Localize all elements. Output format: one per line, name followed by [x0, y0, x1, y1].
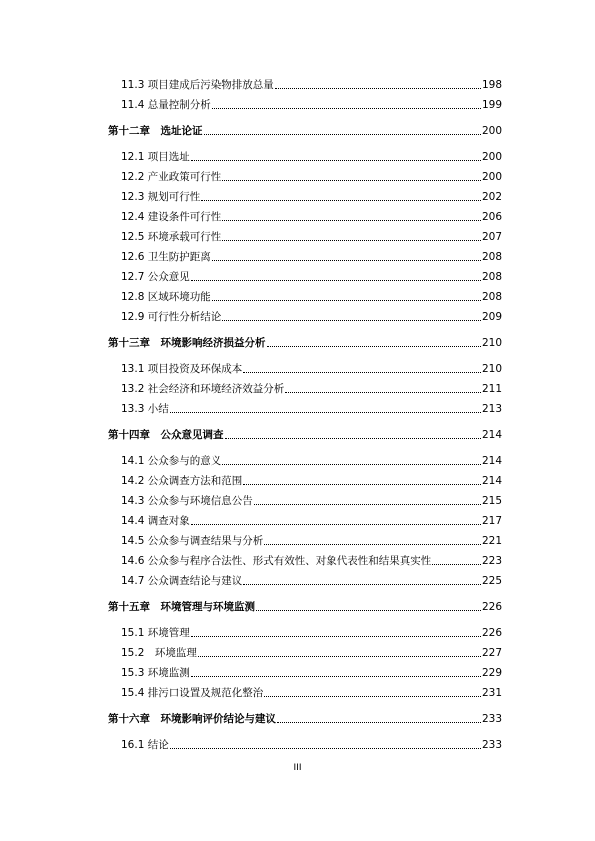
toc-entry-title: 第十六章 环境影响评价结论与建议	[108, 713, 276, 725]
toc-entry-page-number: 226	[481, 601, 502, 613]
toc-entry-title: 15.1 环境管理	[121, 627, 190, 639]
toc-entry-page-number: 209	[481, 311, 502, 323]
toc-entry-page-number: 225	[481, 575, 502, 587]
toc-section-entry[interactable]	[0, 492, 595, 508]
toc-entry-page-number: 221	[481, 535, 502, 547]
dot-leader	[222, 320, 481, 321]
dot-leader	[212, 260, 481, 261]
toc-entry-title: 12.7 公众意见	[121, 271, 190, 283]
dot-leader	[264, 696, 481, 697]
dot-leader	[264, 544, 481, 545]
toc-section-entry[interactable]	[0, 248, 595, 264]
dot-leader	[243, 484, 481, 485]
toc-entry-title: 13.3 小结	[121, 403, 169, 415]
toc-entry-title: 第十五章 环境管理与环境监测	[108, 601, 255, 613]
toc-chapter-entry[interactable]	[0, 122, 595, 138]
toc-entry-title: 14.1 公众参与的意义	[121, 455, 222, 467]
dot-leader	[225, 438, 481, 439]
dot-leader	[256, 610, 481, 611]
toc-chapter-entry[interactable]	[0, 426, 595, 442]
toc-section-entry[interactable]	[0, 308, 595, 324]
toc-entry-title: 第十四章 公众意见调查	[108, 429, 224, 441]
toc-section-entry[interactable]	[0, 532, 595, 548]
dot-leader	[222, 464, 481, 465]
toc-section-entry[interactable]	[0, 472, 595, 488]
toc-entry-page-number: 217	[481, 515, 502, 527]
toc-entry-page-number: 208	[481, 291, 502, 303]
toc-entry-title: 第十二章 选址论证	[108, 125, 203, 137]
dot-leader	[243, 584, 481, 585]
toc-entry-title: 12.1 项目选址	[121, 151, 190, 163]
toc-entry-title: 15.3 环境监测	[121, 667, 190, 679]
toc-section-entry[interactable]	[0, 400, 595, 416]
toc-entry-page-number: 214	[481, 429, 502, 441]
toc-section-entry[interactable]	[0, 288, 595, 304]
toc-entry-page-number: 214	[481, 455, 502, 467]
toc-entry-page-number: 207	[481, 231, 502, 243]
toc-section-entry[interactable]	[0, 380, 595, 396]
dot-leader	[222, 240, 481, 241]
dot-leader	[201, 200, 481, 201]
toc-entry-title: 15.2 环境监理	[121, 647, 197, 659]
toc-entry-page-number: 214	[481, 475, 502, 487]
dot-leader	[212, 300, 481, 301]
toc-entry-page-number: 210	[481, 363, 502, 375]
dot-leader	[277, 722, 481, 723]
toc-section-entry[interactable]	[0, 360, 595, 376]
toc-entry-page-number: 227	[481, 647, 502, 659]
toc-entry-title: 12.9 可行性分析结论	[121, 311, 222, 323]
toc-section-entry[interactable]	[0, 552, 595, 568]
page-number: III	[293, 763, 302, 773]
toc-entry-title: 12.5 环境承载可行性	[121, 231, 222, 243]
dot-leader	[222, 220, 481, 221]
dot-leader	[198, 656, 481, 657]
toc-entry-title: 12.4 建设条件可行性	[121, 211, 222, 223]
toc-entry-page-number: 210	[481, 337, 502, 349]
toc-entry-page-number: 211	[481, 383, 502, 395]
toc-entry-title: 12.2 产业政策可行性	[121, 171, 222, 183]
toc-section-entry[interactable]	[0, 452, 595, 468]
toc-entry-title: 第十三章 环境影响经济损益分析	[108, 337, 266, 349]
toc-entry-page-number: 208	[481, 251, 502, 263]
toc-chapter-entry[interactable]	[0, 598, 595, 614]
dot-leader	[191, 280, 481, 281]
toc-section-entry[interactable]	[0, 736, 595, 752]
dot-leader	[191, 676, 481, 677]
dot-leader	[275, 88, 481, 89]
toc-entry-page-number: 213	[481, 403, 502, 415]
toc-entry-title: 12.3 规划可行性	[121, 191, 201, 203]
toc-entry-title: 14.2 公众调查方法和范围	[121, 475, 243, 487]
toc-entry-page-number: 206	[481, 211, 502, 223]
toc-entry-title: 11.4 总量控制分析	[121, 99, 211, 111]
dot-leader	[432, 564, 481, 565]
toc-entry-page-number: 202	[481, 191, 502, 203]
toc-entry-page-number: 215	[481, 495, 502, 507]
toc-entry-page-number: 200	[481, 125, 502, 137]
toc-entry-title: 16.1 结论	[121, 739, 169, 751]
toc-entry-title: 11.3 项目建成后污染物排放总量	[121, 79, 274, 91]
toc-section-entry[interactable]	[0, 148, 595, 164]
toc-section-entry[interactable]	[0, 664, 595, 680]
toc-entry-page-number: 231	[481, 687, 502, 699]
toc-entry-page-number: 223	[481, 555, 502, 567]
toc-entry-title: 13.2 社会经济和环境经济效益分析	[121, 383, 285, 395]
toc-section-entry[interactable]	[0, 268, 595, 284]
toc-section-entry[interactable]	[0, 208, 595, 224]
toc-entry-title: 13.1 项目投资及环保成本	[121, 363, 243, 375]
toc-entry-title: 14.4 调查对象	[121, 515, 190, 527]
toc-entry-page-number: 200	[481, 171, 502, 183]
toc-section-entry[interactable]	[0, 572, 595, 588]
dot-leader	[254, 504, 481, 505]
dot-leader	[191, 524, 481, 525]
toc-entry-title: 14.3 公众参与环境信息公告	[121, 495, 253, 507]
toc-entry-title: 12.8 区域环境功能	[121, 291, 211, 303]
dot-leader	[243, 372, 481, 373]
toc-section-entry[interactable]	[0, 168, 595, 184]
dot-leader	[191, 160, 481, 161]
dot-leader	[170, 412, 481, 413]
dot-leader	[170, 748, 481, 749]
toc-entry-title: 14.6 公众参与程序合法性、形式有效性、对象代表性和结果真实性	[121, 555, 432, 567]
toc-entry-page-number: 199	[481, 99, 502, 111]
toc-section-entry[interactable]	[0, 512, 595, 528]
toc-entry-title: 12.6 卫生防护距离	[121, 251, 211, 263]
toc-entry-page-number: 200	[481, 151, 502, 163]
toc-section-entry[interactable]	[0, 96, 595, 112]
dot-leader	[212, 108, 481, 109]
toc-chapter-entry[interactable]	[0, 710, 595, 726]
toc-entry-page-number: 233	[481, 739, 502, 751]
toc-entry-title: 14.7 公众调查结论与建议	[121, 575, 243, 587]
toc-section-entry[interactable]	[0, 624, 595, 640]
toc-section-entry[interactable]	[0, 644, 595, 660]
dot-leader	[285, 392, 481, 393]
toc-entry-title: 14.5 公众参与调查结果与分析	[121, 535, 264, 547]
toc-entry-page-number: 226	[481, 627, 502, 639]
dot-leader	[267, 346, 481, 347]
toc-section-entry[interactable]	[0, 188, 595, 204]
toc-section-entry[interactable]	[0, 228, 595, 244]
toc-section-entry[interactable]	[0, 684, 595, 700]
dot-leader	[222, 180, 481, 181]
toc-chapter-entry[interactable]	[0, 334, 595, 350]
toc-entry-page-number: 233	[481, 713, 502, 725]
toc-section-entry[interactable]	[0, 76, 595, 92]
dot-leader	[191, 636, 481, 637]
toc-entry-title: 15.4 排污口设置及规范化整治	[121, 687, 264, 699]
dot-leader	[204, 134, 481, 135]
toc-entry-page-number: 229	[481, 667, 502, 679]
toc-entry-page-number: 208	[481, 271, 502, 283]
toc-entry-page-number: 198	[481, 79, 502, 91]
